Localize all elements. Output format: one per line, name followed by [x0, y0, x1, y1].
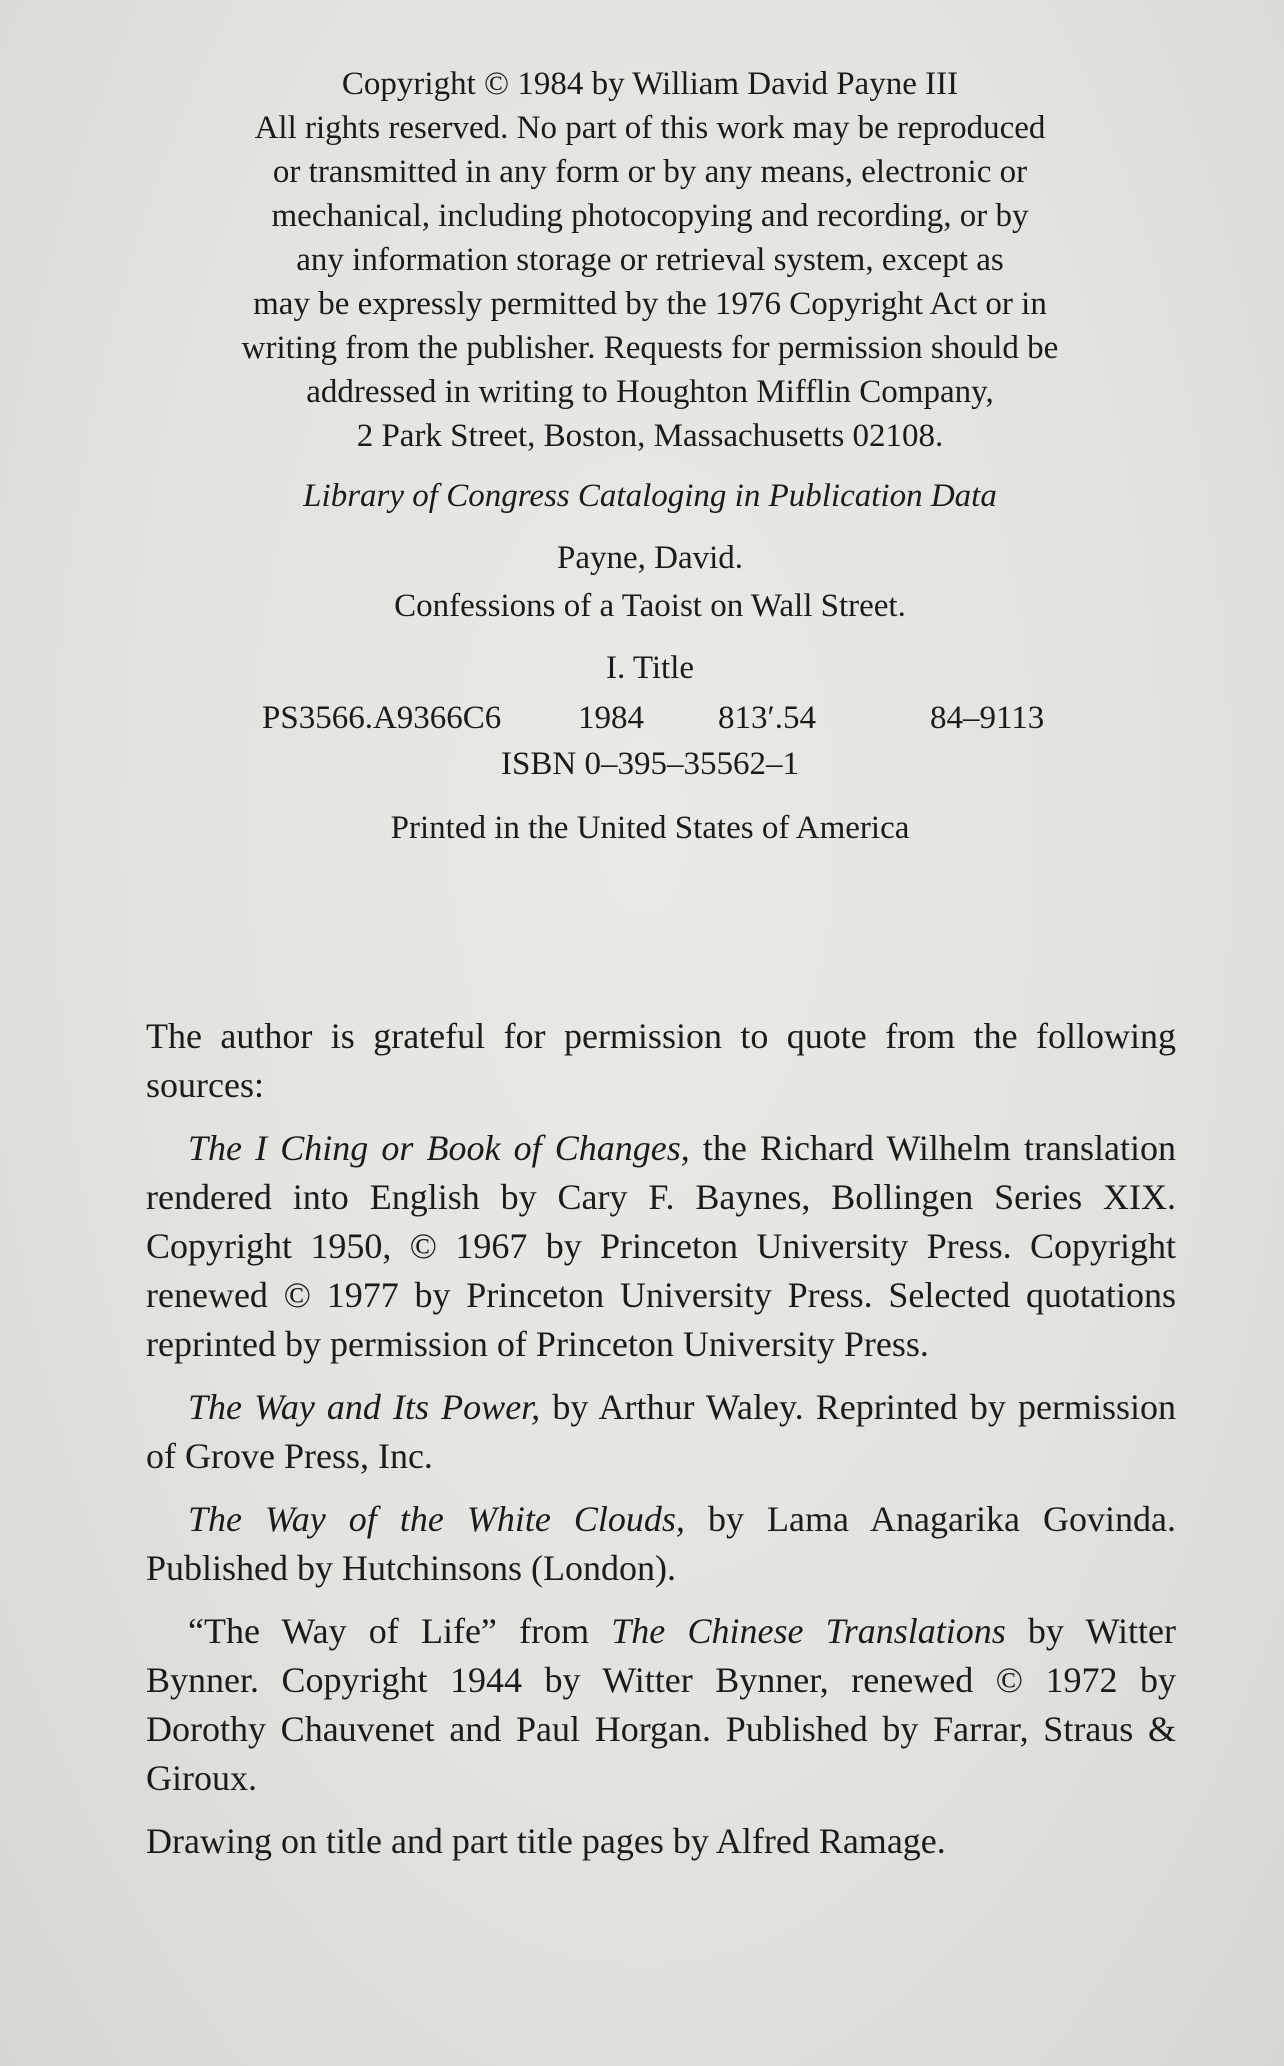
source-prefix: “The Way of Life” from [188, 1611, 612, 1651]
drawing-credit: Drawing on title and part title pages by Alfred Ramage. [146, 1821, 946, 1861]
source-details: the Richard Wilhelm translation rendered into English by Cary F. Baynes, Bollingen Series XIX. Copyright 1950, © 1967 by Princeton University Press. Copyright renewed © 1977 by Princeton University Press. Selected quotations reprinted by permission of Princeton University Press. [146, 1128, 1177, 1364]
acknowledgments-intro: The author is grateful for permission to quote from the following sources: [146, 1016, 1176, 1105]
acknowledgment-entry [146, 1607, 1176, 1803]
cip-heading: Library of Congress Cataloging in Publication Data [303, 478, 997, 514]
acknowledgment-entry [146, 1383, 1176, 1481]
isbn: ISBN 0–395–35562–1 [501, 746, 799, 782]
copyright-line: Copyright © 1984 by William David Payne III [341, 66, 959, 102]
cip-classification-row [262, 700, 1062, 744]
copyright-line: All rights reserved. No part of this work may be reproduced [254, 110, 1046, 146]
source-title: The I Ching or Book of Changes, [188, 1128, 690, 1168]
source-details: by Arthur Waley. Reprinted by permission of Grove Press, Inc. [146, 1387, 1176, 1476]
copyright-line: any information storage or retrieval system, except as [296, 242, 1004, 278]
cip-call-number: PS3566.A9366C6 [262, 700, 502, 736]
cip-author: Payne, David. [556, 540, 744, 576]
copyright-line: or transmitted in any form or by any means, electronic or [272, 154, 1028, 190]
acknowledgment-entry [146, 1124, 1176, 1369]
cip-classification: 813′.54 [718, 700, 816, 736]
copyright-notice [120, 62, 1180, 458]
copyright-line: may be expressly permitted by the 1976 Copyright Act or in [253, 286, 1047, 322]
copyright-line: 2 Park Street, Boston, Massachusetts 02108. [356, 418, 944, 454]
copyright-line: mechanical, including photocopying and recording, or by [271, 198, 1029, 234]
cip-book-title: Confessions of a Taoist on Wall Street. [394, 588, 906, 624]
source-details: by Witter Bynner. Copyright 1944 by Witter Bynner, renewed © 1972 by Dorothy Chauvenet and Paul Horgan. Published by Farrar, Straus & Giroux. [146, 1611, 1176, 1798]
cip-lccn: 84–9113 [930, 700, 1045, 736]
source-title: The Chinese Translations [611, 1611, 1006, 1651]
copyright-line: addressed in writing to Houghton Mifflin Company, [306, 374, 994, 410]
source-title: The Way of the White Clouds, [188, 1499, 685, 1539]
cip-entry: I. Title [605, 650, 695, 686]
printed-in: Printed in the United States of America [390, 810, 910, 846]
acknowledgments [146, 1012, 1176, 1880]
source-title: The Way and Its Power, [188, 1387, 541, 1427]
copyright-line: writing from the publisher. Requests for permission should be [241, 330, 1059, 366]
cip-year: 1984 [578, 700, 644, 736]
source-details: by Lama Anagarika Govinda. Published by Hutchinsons (London). [146, 1499, 1177, 1588]
acknowledgment-entry [146, 1495, 1176, 1593]
